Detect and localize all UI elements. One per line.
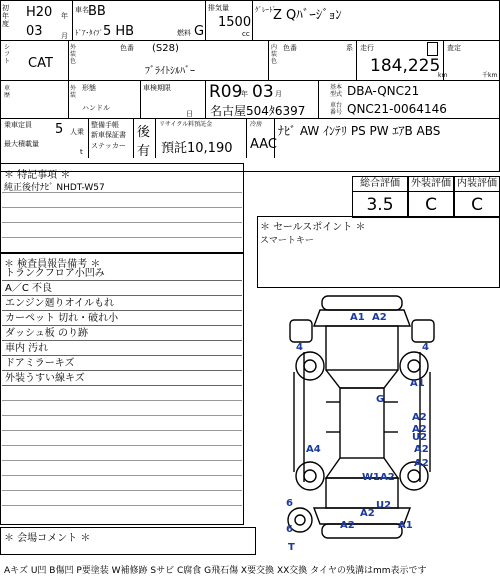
selling-title: ＊ セールスポイント ＊ — [260, 222, 366, 233]
inspection-line: エンジン廻りオイルもれ — [2, 296, 242, 311]
load-label: 最大積載量 — [4, 140, 39, 148]
mileage-unit: km — [438, 72, 448, 79]
door-label: ﾄﾞｱ･ﾀｲﾌﾟ — [75, 29, 103, 37]
divider — [318, 80, 319, 118]
divider — [0, 80, 500, 81]
divider — [155, 118, 156, 158]
divider — [268, 40, 269, 80]
inspection-line: カーペット 切れ・破れ小 — [2, 311, 242, 326]
diagram-mark: A2 — [372, 312, 387, 323]
capacity-unit: 人乗 — [70, 128, 84, 136]
color-code: (S28) — [152, 43, 179, 54]
int-color-code-label: 色番 — [283, 44, 297, 52]
inspection-line: A／C 不良 — [2, 281, 242, 296]
expiry-day-unit: 日 — [186, 110, 193, 118]
diagram-mark: A2 — [414, 444, 429, 455]
divider — [356, 40, 357, 80]
handle-label: ハンドル — [82, 104, 110, 112]
divider — [252, 0, 253, 40]
sticker-label: ステッカー — [91, 142, 126, 150]
diagram-mark: A1 — [410, 378, 425, 389]
load-unit: t — [80, 148, 83, 156]
expiry-year-unit: 年 — [241, 90, 248, 98]
divider — [133, 118, 134, 158]
inspection-line: トランクフロア小凹み — [2, 266, 242, 281]
equipment: ﾅﾋﾞ AW ｲﾝﾃﾘ PS PW ｴｱB ABS — [278, 124, 441, 138]
car-diagram — [280, 292, 445, 554]
model-label: 基本型式 — [330, 84, 343, 98]
ruled-line — [2, 237, 242, 238]
ruled-line — [2, 207, 242, 208]
displacement-unit: cc — [242, 30, 250, 38]
divider — [205, 0, 206, 40]
divider — [246, 118, 247, 158]
inspection-line: ダッシュ板 のり跡 — [2, 326, 242, 341]
shift-value: CAT — [28, 56, 53, 71]
mileage-bracket — [428, 42, 438, 56]
diagram-mark: U2 — [412, 432, 428, 443]
expiry-month-unit: 月 — [275, 90, 282, 98]
month-unit: 月 — [61, 32, 68, 40]
interior-grade-box — [454, 176, 500, 218]
interior-grade-label: 内装評価 — [455, 177, 499, 192]
expiry-year: R09 — [209, 82, 243, 102]
color-name: ﾌﾞﾗｲﾄｼﾙﾊﾞｰ — [145, 66, 195, 77]
shift-label: シフト — [4, 44, 11, 65]
chassis-label: 車台番号 — [330, 102, 343, 116]
capacity-label: 乗車定員 — [4, 121, 32, 129]
fuel-label: 燃料 — [177, 29, 191, 37]
door-type: 5 HB — [103, 24, 135, 39]
divider — [0, 40, 500, 41]
capacity: 5 — [55, 122, 64, 137]
diagram-mark: W1A2 — [362, 472, 395, 483]
year-unit: 年 — [61, 12, 68, 20]
ac-label: 冷房 — [250, 121, 263, 128]
diagram-mark: U2 — [376, 500, 392, 511]
divider — [68, 80, 69, 118]
ac-value: AAC — [250, 137, 277, 152]
overall-grade: 3.5 — [366, 195, 394, 215]
ext-color-label: 外装色 — [70, 44, 77, 65]
inspection-line: 外装うすい線キズ — [2, 371, 242, 386]
legend: Aキズ U凹 B傷凹 P要塗装 W補修跡 Sサビ C腐食 G飛石傷 X要交換 XX交換 タイヤの残溝はmm表示です — [4, 566, 427, 576]
diagram-mark: A1 — [350, 312, 365, 323]
mileage-unit-thousand: 千km — [482, 72, 498, 79]
divider — [72, 0, 73, 40]
divider — [274, 118, 275, 158]
expiry-label: 車検期限 — [143, 84, 171, 92]
diagram-mark: 6 — [286, 524, 293, 535]
warranty-value: 有 — [137, 144, 151, 159]
car-name-label: 車名 — [75, 6, 89, 14]
inspection-title: ＊ 検査員報告備考 ＊ — [4, 259, 101, 270]
displacement: 1500 — [218, 15, 252, 30]
chassis-number: QNC21-0064146 — [347, 102, 447, 116]
cert-label: 査定 — [447, 44, 461, 52]
ext-label: 外装 — [70, 85, 77, 99]
int-color-label: 内装色 — [271, 44, 278, 65]
plate-number: 名古屋504ﾀ6397 — [210, 104, 306, 118]
divider — [205, 80, 206, 118]
ruled-line — [2, 400, 242, 401]
ruled-line — [2, 505, 242, 506]
int-color-value: 系 — [346, 44, 353, 52]
overall-grade-box — [352, 176, 408, 218]
recycle-fee: 預託10,190 — [161, 141, 233, 156]
venue-title: ＊ 会場コメント ＊ — [4, 533, 91, 544]
type-label: 形態 — [82, 84, 96, 92]
ruled-line — [2, 475, 242, 476]
diagram-mark: A2 — [360, 508, 375, 519]
overall-grade-label: 総合評価 — [353, 177, 407, 192]
grade-label: ｸﾞﾚｰﾄﾞ — [255, 6, 276, 14]
diagram-mark: A4 — [306, 444, 321, 455]
inspection-line: 車内 汚れ — [2, 341, 242, 356]
year-label: 初年度 — [2, 4, 9, 28]
grade-name: Z Qﾊﾞｰｼﾞｮﾝ — [273, 8, 342, 23]
diagram-mark: A2 — [412, 424, 427, 435]
selling-line: スマートキー — [260, 236, 314, 246]
inspection-line: ドアミラーキズ — [2, 356, 242, 371]
car-name: BB — [88, 4, 106, 19]
diagram-mark: 4 — [422, 342, 429, 353]
ruled-line — [2, 490, 242, 491]
fuel-type: G — [194, 24, 205, 39]
diagram-mark: G — [376, 394, 385, 405]
divider — [140, 80, 141, 118]
history-label: 車歴 — [4, 85, 11, 99]
recycle-label: リサイクル料預託金 — [159, 121, 213, 128]
ruled-line — [2, 192, 242, 193]
diagram-mark: A1 — [398, 520, 413, 531]
diagram-mark: A2 — [412, 412, 427, 423]
ruled-line — [2, 460, 242, 461]
ruled-line — [2, 445, 242, 446]
exterior-grade-label: 外装評価 — [409, 177, 453, 192]
divider — [0, 118, 500, 119]
notes-title: ＊ 特記事項 ＊ — [4, 170, 71, 181]
ruled-line — [2, 415, 242, 416]
year-value: H20 — [26, 5, 53, 20]
mileage-value: 184,225 — [370, 56, 441, 76]
notes-line: 純正後付ﾅﾋﾞ NHDT-W57 — [4, 183, 105, 193]
maint-value: 後 — [137, 125, 151, 140]
divider — [68, 40, 69, 80]
mileage-label: 走行 — [360, 44, 374, 52]
exterior-grade-box — [408, 176, 454, 218]
divider — [88, 118, 89, 158]
divider — [443, 40, 444, 80]
diagram-mark: A2 — [340, 520, 355, 531]
color-code-label: 色番 — [120, 44, 134, 52]
interior-grade: C — [471, 195, 483, 215]
maint-label: 整備手帳 — [91, 121, 119, 129]
diagram-mark: 6 — [286, 498, 293, 509]
model-code: DBA-QNC21 — [347, 84, 420, 98]
ruled-line — [2, 430, 242, 431]
expiry-month: 03 — [252, 82, 274, 102]
ruled-line — [2, 222, 242, 223]
diagram-mark: T — [288, 542, 295, 553]
month-value: 03 — [26, 24, 43, 39]
diagram-mark: A2 — [414, 458, 429, 469]
diagram-mark: 4 — [296, 342, 303, 353]
displacement-label: 排気量 — [208, 4, 229, 12]
exterior-grade: C — [425, 195, 437, 215]
warranty-label: 新車保証書 — [91, 131, 126, 139]
